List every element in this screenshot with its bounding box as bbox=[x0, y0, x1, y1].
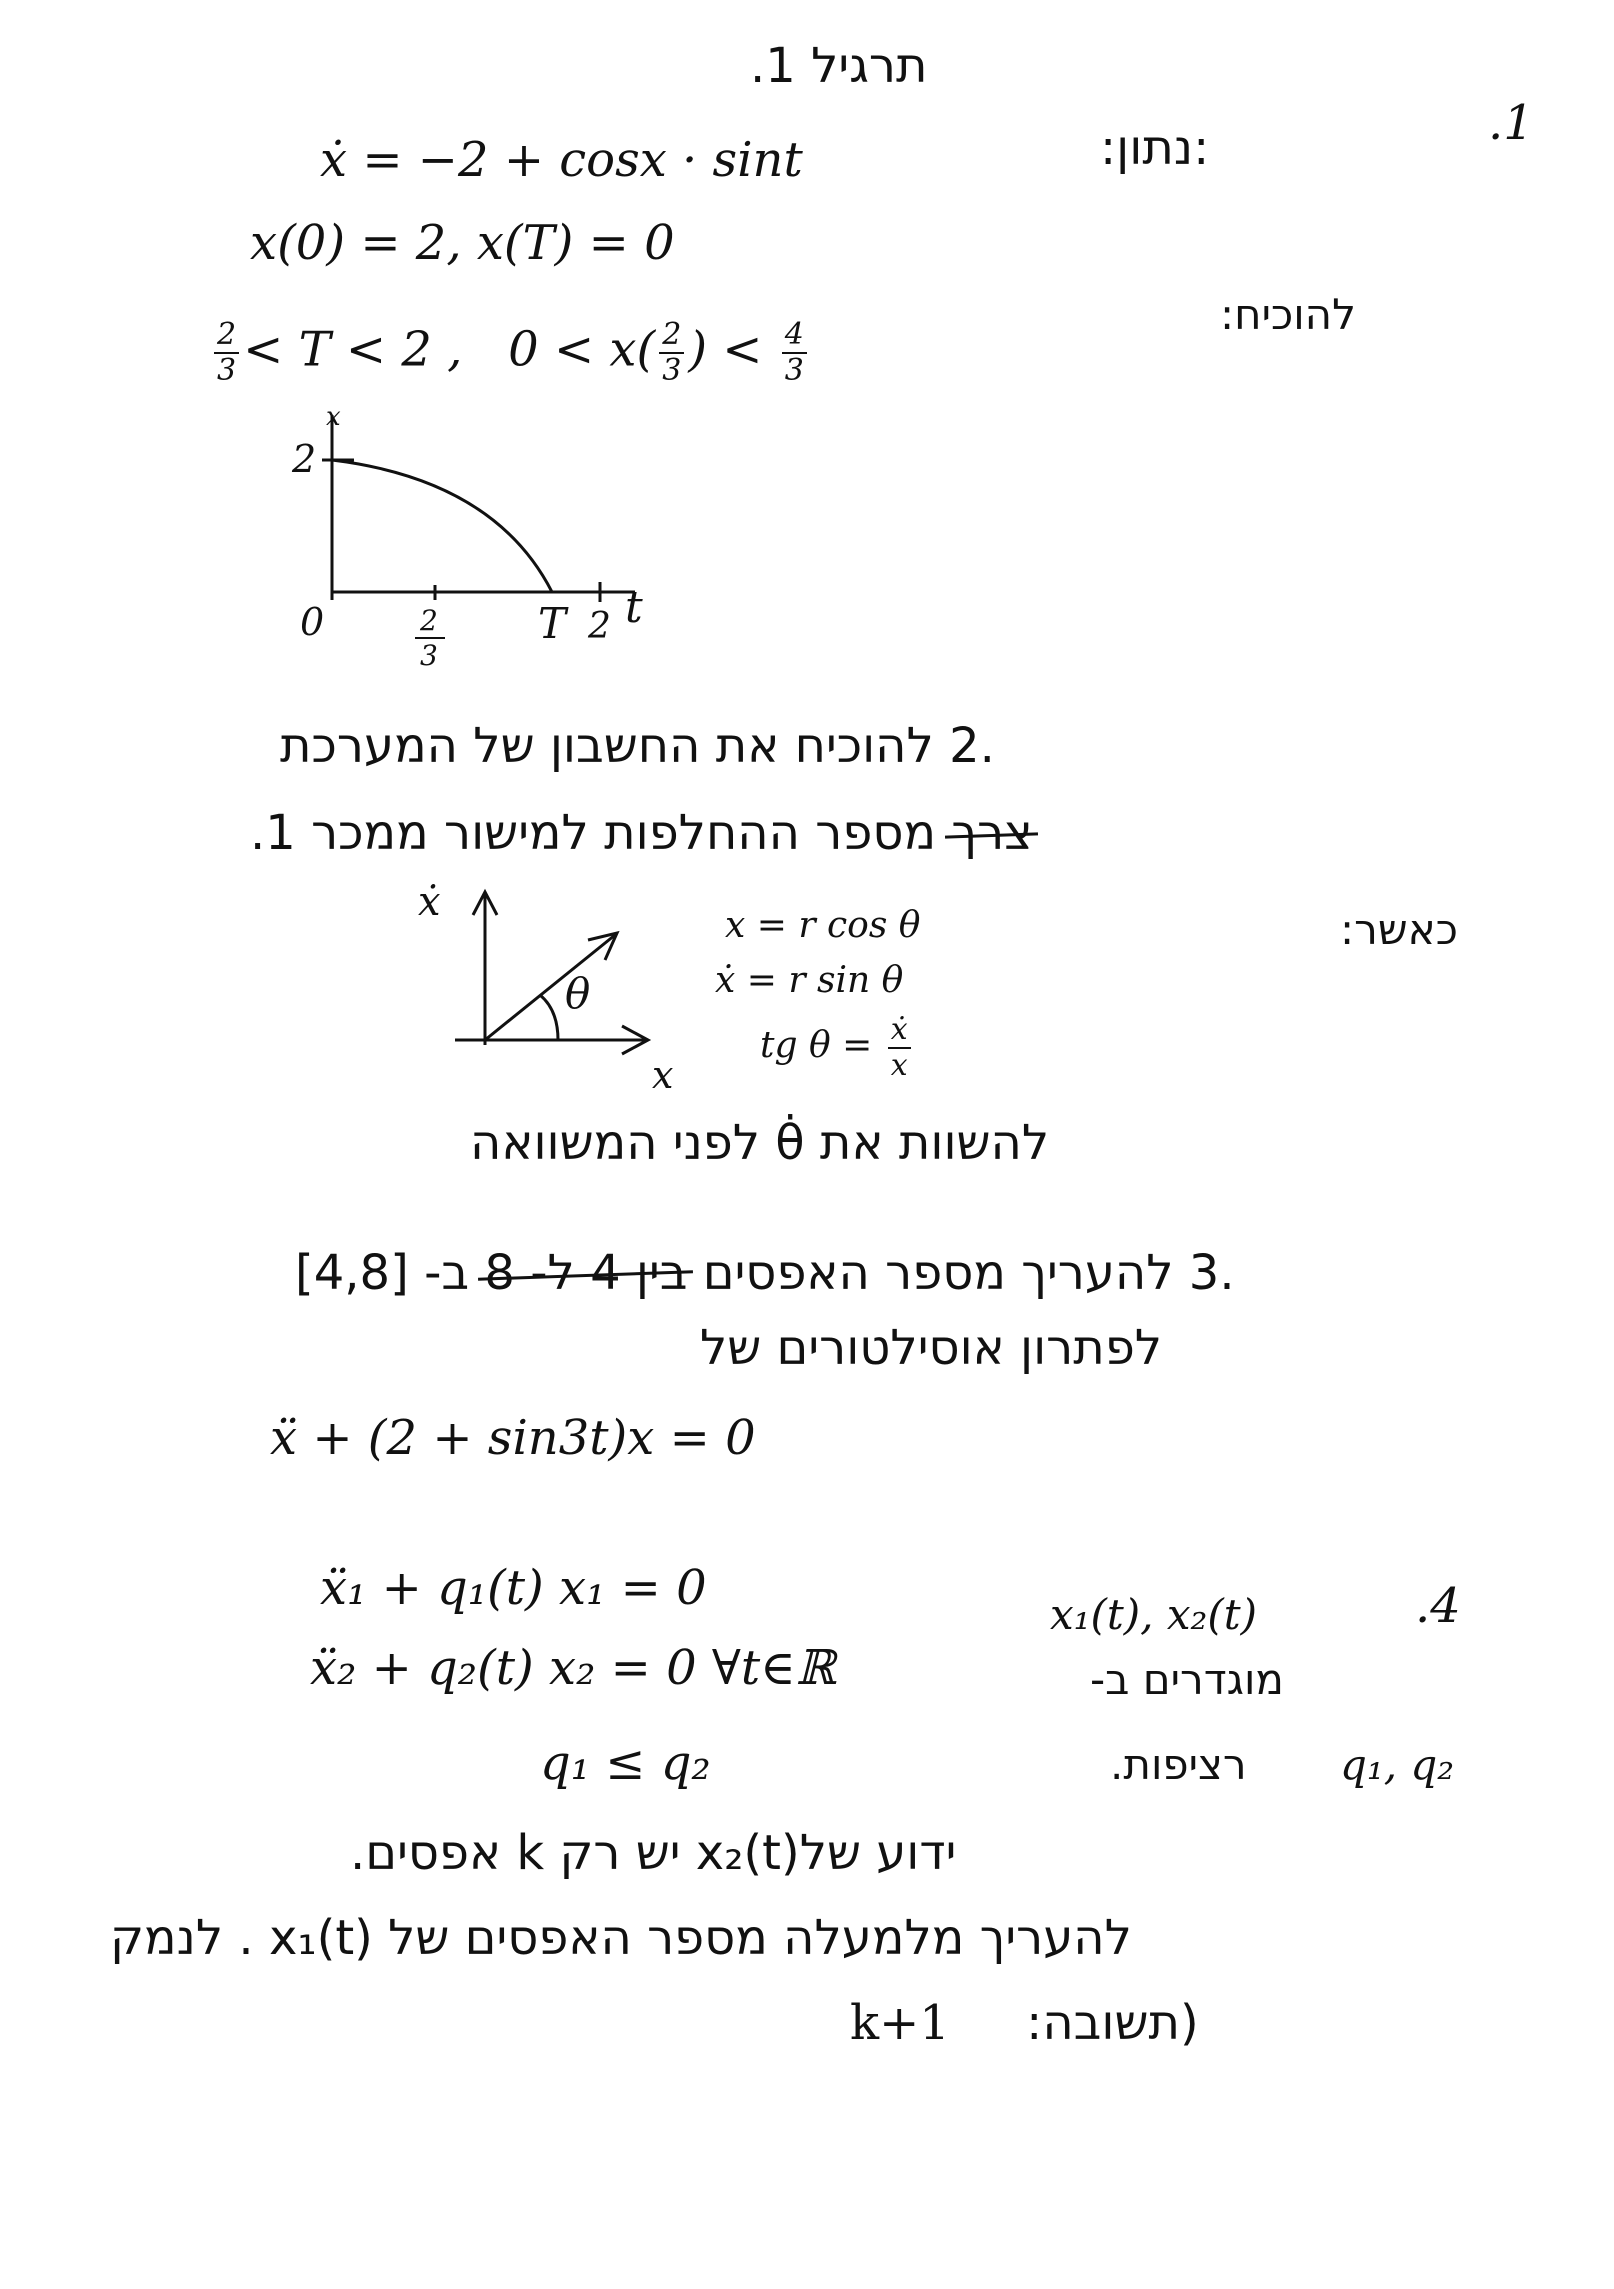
q2-eq3-num: ẋ bbox=[888, 1015, 911, 1049]
q1-graph bbox=[270, 400, 690, 690]
q4-solutions: x₁(t), x₂(t) bbox=[1050, 1590, 1258, 1639]
q1-graph-T-label: T bbox=[538, 599, 567, 648]
q3-number: .3 bbox=[1188, 1245, 1235, 1301]
q2-eq2: ẋ = r sin θ bbox=[715, 960, 904, 1001]
q1-number: .1 bbox=[1488, 95, 1534, 151]
q2-line2-struck: צרך bbox=[951, 805, 1033, 861]
q2-eq3-left: tg θ = bbox=[760, 1025, 873, 1066]
q3-line1-suffix: ב- [4,8] bbox=[295, 1245, 470, 1301]
q3-line1 bbox=[295, 1245, 1235, 1301]
fraction-two-thirds-arg: $\frac{2}{3}$ bbox=[659, 320, 684, 386]
page-title: תרגיל 1. bbox=[750, 38, 928, 94]
q4-line-known: ידוע שלx₂(t) יש רק k אפסים. bbox=[350, 1825, 957, 1881]
q2-eq3-den: x bbox=[890, 1048, 908, 1083]
q2-line2 bbox=[250, 805, 1033, 861]
q4-line-estimate: להעריך מלמעלה מספר האפסים של x₁(t) . לנמק bbox=[110, 1910, 1132, 1966]
q4-number: .4 bbox=[1415, 1578, 1461, 1634]
q1-graph-y-tick-label: 2 bbox=[292, 437, 317, 481]
q2-number: .2 bbox=[949, 718, 995, 774]
q2-diagram-x-label: x bbox=[652, 1053, 674, 1097]
q1-graph-curve bbox=[332, 460, 552, 592]
q3-line2: לפתרון אוסילטורים של bbox=[700, 1320, 1163, 1376]
q4-answer bbox=[850, 1995, 1199, 2051]
q1-equation: ẋ = −2 + cosx · sint bbox=[320, 132, 803, 188]
q2-diagram-angle-arc bbox=[540, 995, 558, 1040]
q4-answer-value: k+1 bbox=[850, 1995, 950, 2051]
q1-graph-y-label: x bbox=[326, 402, 341, 432]
q3-equation: ẍ + (2 + sin3t)x = 0 bbox=[270, 1410, 756, 1466]
fraction-two-thirds: $\frac{2}{3}$ bbox=[214, 320, 239, 386]
q4-q-pair: q₁, q₂ bbox=[1340, 1740, 1455, 1789]
q1-graph-origin-label: 0 bbox=[300, 600, 325, 644]
q2-line2-text: מספר ההחלפות למישור ממכר 1. bbox=[250, 805, 937, 861]
q2-eq1: x = r cos θ bbox=[725, 905, 921, 946]
fraction-four-thirds: $\frac{4}{3}$ bbox=[782, 320, 807, 386]
q2-eq3-fraction bbox=[888, 1012, 911, 1083]
q1-prove-statement: $\frac{2}{3}$ < T < 2 , 0 < x( $\frac{2}{3}$ ) < $\frac{4}{3}$ bbox=[210, 320, 811, 386]
q4-eq1: ẍ₁ + q₁(t) x₁ = 0 bbox=[320, 1560, 707, 1616]
q2-diagram-y-label: ẋ bbox=[418, 880, 441, 925]
q1-graph-x-label: t bbox=[625, 582, 643, 633]
q1-graph-frac-den: 3 bbox=[420, 639, 438, 672]
q1-conditions: x(0) = 2, x(T) = 0 bbox=[250, 215, 675, 271]
q2-line1 bbox=[280, 718, 995, 774]
q4-continuous-text: רציפות. bbox=[1110, 1740, 1247, 1789]
q4-eq2: ẍ₂ + q₂(t) x₂ = 0 ∀t∈ℝ bbox=[310, 1640, 836, 1696]
q4-answer-label: (תשובה: bbox=[1026, 1995, 1199, 2051]
q1-given-label: :נתון: bbox=[1100, 120, 1210, 176]
q3-line1-struck: בין 4 ל- 8 bbox=[484, 1245, 688, 1301]
q2-line3: להשוות את θ̇ לפני המשוואה bbox=[470, 1115, 1050, 1171]
q1-graph-frac-num: 2 bbox=[420, 604, 438, 637]
q4-defined-text: מוגדרים ב- bbox=[1090, 1655, 1284, 1704]
q3-line1-prefix: להעריך מספר האפסים bbox=[702, 1245, 1174, 1301]
q2-line1-text: להוכיח את החשבון של המערכת bbox=[280, 718, 934, 774]
q2-where-label: כאשר: bbox=[1340, 905, 1458, 954]
q2-diagram-angle-label: θ bbox=[565, 969, 591, 1018]
q1-prove-label: להוכיח: bbox=[1220, 290, 1356, 339]
q2-phase-diagram bbox=[400, 880, 740, 1100]
q4-inequality: q₁ ≤ q₂ bbox=[540, 1735, 711, 1791]
q2-eq3 bbox=[760, 1012, 915, 1083]
q1-graph-2-label: 2 bbox=[588, 606, 611, 647]
q2-diagram-vector bbox=[485, 935, 615, 1040]
